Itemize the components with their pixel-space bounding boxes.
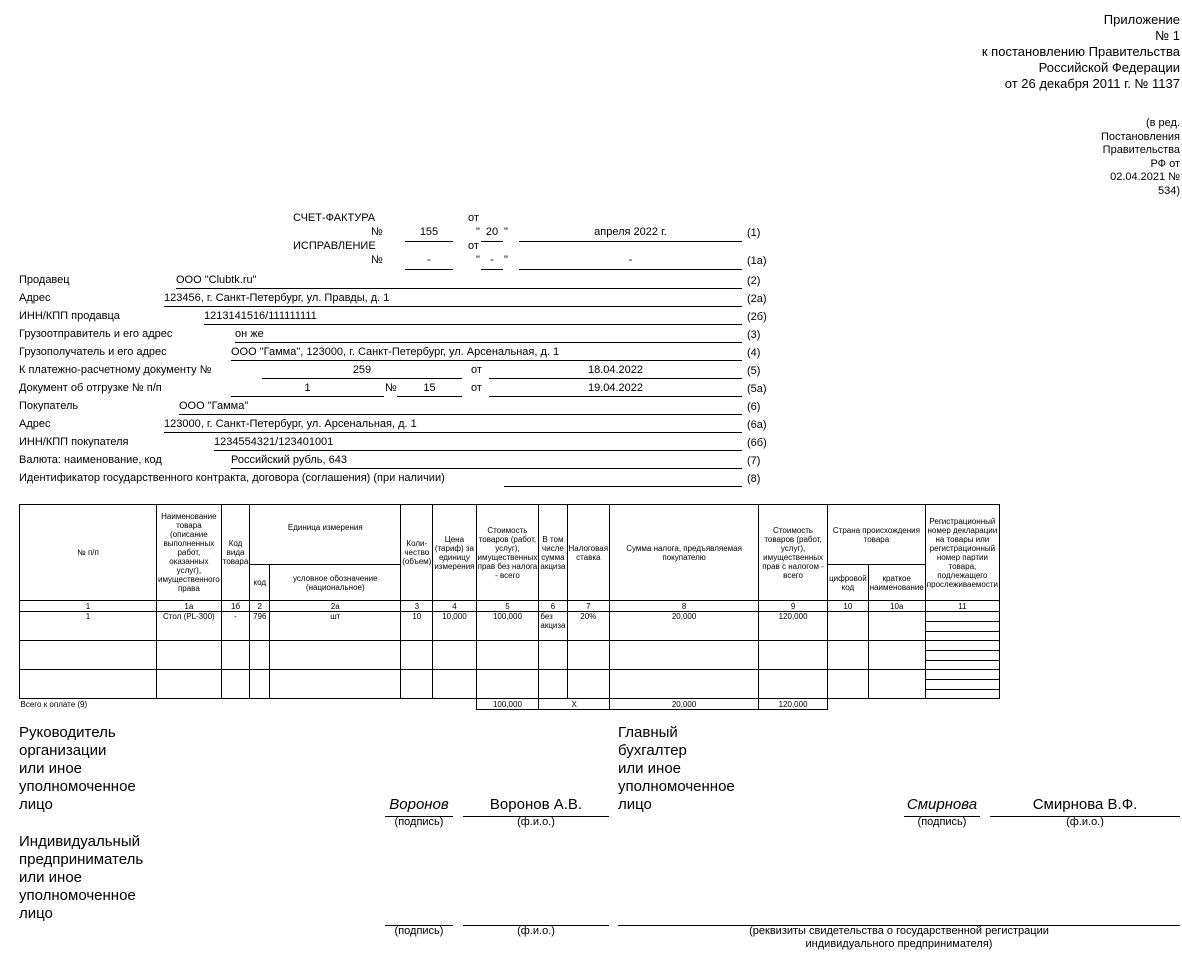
header-name: Наименование товара (описание выполненных работ, оказанных услуг), имущественного права <box>157 505 222 601</box>
invoice-day: 20 <box>485 226 499 238</box>
cell-excise: без акциза <box>539 612 567 641</box>
accountant-label-line: или иное <box>618 760 682 777</box>
cell-empty <box>401 670 433 699</box>
cell-empty <box>433 670 476 699</box>
header-unit-name: условное обозначение (национальное) <box>270 565 401 601</box>
col-number: 3 <box>401 601 433 612</box>
shipment-label: Документ об отгрузке № п/п <box>19 382 162 394</box>
requisites-caption-line: индивидуального предпринимателя) <box>805 938 993 950</box>
requisites-caption-line: (реквизиты свидетельства о государственной регистрации <box>749 925 1049 937</box>
correction-no: - <box>427 254 431 266</box>
accountant-signature: Смирнова <box>906 796 978 813</box>
invoice-from-label: от <box>468 212 479 224</box>
underline <box>481 269 503 270</box>
correction-no-label: № <box>371 254 383 266</box>
total-total: 120,000 <box>759 699 828 710</box>
underline <box>214 450 742 451</box>
header-unit-code: код <box>250 565 270 601</box>
col-number: 2а <box>270 601 401 612</box>
seller-label: Продавец <box>19 274 70 286</box>
appendix-line: от 26 декабря 2011 г. № 1137 <box>1004 76 1180 91</box>
accountant-label-line: бухгалтер <box>618 742 687 759</box>
edition-line: 02.04.2021 № <box>1110 171 1180 183</box>
cell-reg <box>925 612 999 622</box>
cell-reg <box>925 670 999 680</box>
header-total: Стоимость товаров (работ, услуг), имущественных прав с налогом - всего <box>759 505 828 601</box>
shipper-label: Грузоотправитель и его адрес <box>19 328 173 340</box>
cell-unit-name: шт <box>270 612 401 641</box>
cell-reg <box>925 622 999 632</box>
header-cost: Стоимость товаров (работ, услуг), имущественных прав без налога - всего <box>476 505 539 601</box>
cell-unit-code: 796 <box>250 612 270 641</box>
edition-line: РФ от <box>1150 157 1180 170</box>
head-signature: Воронов <box>389 796 449 813</box>
cell-no: 1 <box>20 612 157 641</box>
buyer-address-value: 123000, г. Санкт-Петербург, ул. Арсенальная, д. 1 <box>164 418 417 430</box>
cell-empty <box>250 670 270 699</box>
invoice-no-label: № <box>371 226 383 238</box>
name-caption: (ф.и.о.) <box>1066 816 1104 828</box>
name-caption: (ф.и.о.) <box>517 925 555 937</box>
header-excise: В том числе сумма акциза <box>539 505 567 601</box>
buyer-label: Покупатель <box>19 400 79 412</box>
cell-country-name <box>868 612 925 641</box>
edition-note <box>1060 117 1180 198</box>
correction-date: - <box>628 254 633 266</box>
code-5: (5) <box>747 365 761 377</box>
correction-day: - <box>490 254 494 266</box>
header-tax: Сумма налога, предъявляемая покупателю <box>610 505 759 601</box>
entrepreneur-label <box>19 833 143 923</box>
total-spacer <box>828 699 1000 710</box>
total-label: Всего к оплате (9) <box>20 699 88 709</box>
appendix-line: к постановлению Правительства <box>981 44 1180 59</box>
cell-reg <box>925 632 999 641</box>
shipment-no-label: № <box>385 382 397 394</box>
address-label: Адрес <box>19 292 51 304</box>
code-8: (8) <box>747 473 761 485</box>
col-number: 1 <box>20 601 157 612</box>
entrepreneur-label-line: лицо <box>19 905 53 922</box>
quote-close: " <box>504 254 508 266</box>
cell-empty <box>20 641 157 670</box>
cell-price: 10,000 <box>433 612 476 641</box>
header-country-code: цифровой код <box>828 565 869 601</box>
code-1a: (1а) <box>747 255 767 267</box>
contract-label: Идентификатор государственного контракта, договора (соглашения) (при наличии) <box>19 472 445 484</box>
quote-close: " <box>504 226 508 238</box>
shipment-no: 15 <box>423 382 436 394</box>
payment-from: от <box>471 364 482 376</box>
code-2b: (2б) <box>747 311 767 323</box>
edition-line: 534) <box>1157 184 1180 197</box>
invoice-month-year: апреля 2022 г. <box>594 226 667 238</box>
underline <box>519 241 742 242</box>
cell-empty <box>270 641 401 670</box>
currency-label: Валюта: наименование, код <box>19 454 162 466</box>
correction-title: ИСПРАВЛЕНИЕ <box>293 240 376 252</box>
name-caption: (ф.и.о.) <box>517 816 555 828</box>
cell-empty <box>539 641 567 670</box>
cell-tax: 20,000 <box>610 612 759 641</box>
underline <box>262 378 462 379</box>
code-6b: (6б) <box>747 437 767 449</box>
cell-empty <box>828 670 869 699</box>
edition-line: Правительства <box>1102 144 1180 156</box>
underline <box>519 269 742 270</box>
cell-empty <box>476 641 539 670</box>
cell-empty <box>610 670 759 699</box>
col-number: 4 <box>433 601 476 612</box>
buyer-address-label: Адрес <box>19 418 51 430</box>
cell-reg <box>925 661 999 670</box>
accountant-name: Смирнова В.Ф. <box>1032 796 1138 813</box>
cell-cost: 100,000 <box>476 612 539 641</box>
cell-kind: - <box>221 612 250 641</box>
underline <box>235 342 742 343</box>
col-number: 10 <box>828 601 869 612</box>
head-label-line: организации <box>19 742 107 759</box>
cell-empty <box>868 670 925 699</box>
code-2a: (2а) <box>747 293 767 305</box>
accountant-label-line: уполномоченное <box>618 778 735 795</box>
cell-empty <box>157 641 222 670</box>
seller-value: ООО "Clubtk.ru" <box>176 274 257 286</box>
col-number: 1а <box>157 601 222 612</box>
payment-label: К платежно-расчетному документу № <box>19 364 212 376</box>
header-country-name: краткое наименование <box>868 565 925 601</box>
col-number: 9 <box>759 601 828 612</box>
col-number: 10а <box>868 601 925 612</box>
accountant-label <box>618 724 735 814</box>
code-4: (4) <box>747 347 761 359</box>
buyer-value: ООО "Гамма" <box>179 400 249 412</box>
inn-value: 1213141516/111111111 <box>204 310 317 322</box>
cell-qty: 10 <box>401 612 433 641</box>
col-number: 1б <box>221 601 250 612</box>
code-5a: (5а) <box>747 383 767 395</box>
header-unit: Единица измерения <box>250 505 401 565</box>
head-label-line: Руководитель <box>19 724 116 741</box>
total-excise: Х <box>539 699 610 710</box>
quote-open: " <box>476 254 480 266</box>
appendix-line: Российской Федерации <box>1038 60 1180 75</box>
cell-total: 120,000 <box>759 612 828 641</box>
shipment-pp: 1 <box>304 382 311 394</box>
underline <box>397 396 462 397</box>
underline <box>179 414 742 415</box>
appendix-line: Приложение <box>1103 12 1180 27</box>
underline <box>489 396 742 397</box>
consignee-label: Грузополучатель и его адрес <box>19 346 167 358</box>
col-number: 2 <box>250 601 270 612</box>
sign-caption: (подпись) <box>394 925 444 937</box>
invoice-title: СЧЕТ-ФАКТУРА <box>293 212 376 224</box>
head-label-line: или иное <box>19 760 83 777</box>
underline <box>481 241 503 242</box>
header-qty: Коли-чество (объем) <box>401 505 433 601</box>
cell-empty <box>20 670 157 699</box>
head-label <box>19 724 136 814</box>
cell-empty <box>476 670 539 699</box>
col-number: 11 <box>925 601 999 612</box>
cell-empty <box>567 670 610 699</box>
cell-empty <box>539 670 567 699</box>
shipment-date: 19.04.2022 <box>587 382 644 394</box>
consignee-value: ООО "Гамма", 123000, г. Санкт-Петербург, ул. Арсенальная, д. 1 <box>231 346 560 358</box>
invoice-no: 155 <box>419 226 439 238</box>
code-7: (7) <box>747 455 761 467</box>
underline <box>231 396 384 397</box>
cell-country-code <box>828 612 869 641</box>
address-value: 123456, г. Санкт-Петербург, ул. Правды, д. 1 <box>164 292 390 304</box>
underline <box>489 378 742 379</box>
cell-empty <box>759 670 828 699</box>
underline <box>405 241 453 242</box>
cell-reg <box>925 641 999 651</box>
header-price: Цена (тариф) за единицу измерения <box>433 505 476 601</box>
underline <box>164 432 742 433</box>
head-label-line: уполномоченное <box>19 778 136 795</box>
shipment-from: от <box>471 382 482 394</box>
cell-empty <box>250 641 270 670</box>
sign-caption: (подпись) <box>917 816 967 828</box>
cell-empty <box>221 641 250 670</box>
col-number: 6 <box>539 601 567 612</box>
head-label-line: лицо <box>19 796 53 813</box>
currency-value: Российский рубль, 643 <box>231 454 347 466</box>
cell-empty <box>828 641 869 670</box>
cell-empty <box>567 641 610 670</box>
entrepreneur-label-line: или иное <box>19 869 83 886</box>
cell-empty <box>759 641 828 670</box>
cell-empty <box>401 641 433 670</box>
total-tax: 20,000 <box>610 699 759 710</box>
entrepreneur-label-line: предприниматель <box>19 851 144 868</box>
invoice-table <box>19 504 1000 710</box>
appendix-block <box>920 12 1180 92</box>
cell-empty <box>868 641 925 670</box>
underline <box>231 360 742 361</box>
code-6: (6) <box>747 401 761 413</box>
header-no: № п/п <box>20 505 157 601</box>
shipper-value: он же <box>235 328 264 340</box>
quote-open: " <box>476 226 480 238</box>
underline <box>405 269 453 270</box>
header-country: Страна происхождения товара <box>828 505 926 565</box>
col-number: 8 <box>610 601 759 612</box>
sign-caption: (подпись) <box>394 816 444 828</box>
col-number: 7 <box>567 601 610 612</box>
underline <box>204 324 742 325</box>
head-name: Воронов А.В. <box>489 796 583 813</box>
code-6a: (6а) <box>747 419 767 431</box>
requisites-caption <box>618 925 1180 951</box>
code-3: (3) <box>747 329 761 341</box>
buyer-inn-label: ИНН/КПП покупателя <box>19 436 129 448</box>
header-kind: Код вида товара <box>221 505 250 601</box>
correction-from-label: от <box>468 240 479 252</box>
payment-no: 259 <box>352 364 372 376</box>
col-number: 5 <box>476 601 539 612</box>
cell-empty <box>221 670 250 699</box>
underline <box>231 468 742 469</box>
header-rate: Налоговая ставка <box>567 505 610 601</box>
header-reg: Регистрационный номер декларации на товары или регистрационный номер партии товара, подлежащего прослеживаемости <box>925 505 999 601</box>
cell-empty <box>157 670 222 699</box>
cell-empty <box>610 641 759 670</box>
cell-reg <box>925 651 999 661</box>
edition-line: (в ред. <box>1145 117 1180 129</box>
cell-reg <box>925 690 999 699</box>
underline <box>176 288 742 289</box>
cell-reg <box>925 680 999 690</box>
cell-empty <box>270 670 401 699</box>
buyer-inn-value: 1234554321/123401001 <box>214 436 334 448</box>
underline <box>504 486 742 487</box>
cell-rate: 20% <box>567 612 610 641</box>
appendix-line: № 1 <box>1155 28 1180 43</box>
underline <box>164 306 742 307</box>
edition-line: Постановления <box>1100 130 1180 143</box>
code-2: (2) <box>747 275 761 287</box>
entrepreneur-label-line: уполномоченное <box>19 887 136 904</box>
code-1: (1) <box>747 227 761 239</box>
payment-date: 18.04.2022 <box>587 364 644 376</box>
accountant-label-line: лицо <box>618 796 652 813</box>
entrepreneur-label-line: Индивидуальный <box>19 833 140 850</box>
accountant-label-line: Главный <box>618 724 678 741</box>
inn-label: ИНН/КПП продавца <box>19 310 120 322</box>
cell-empty <box>433 641 476 670</box>
cell-name: Стол (PL-300) <box>157 612 222 641</box>
total-cost: 100,000 <box>476 699 539 710</box>
